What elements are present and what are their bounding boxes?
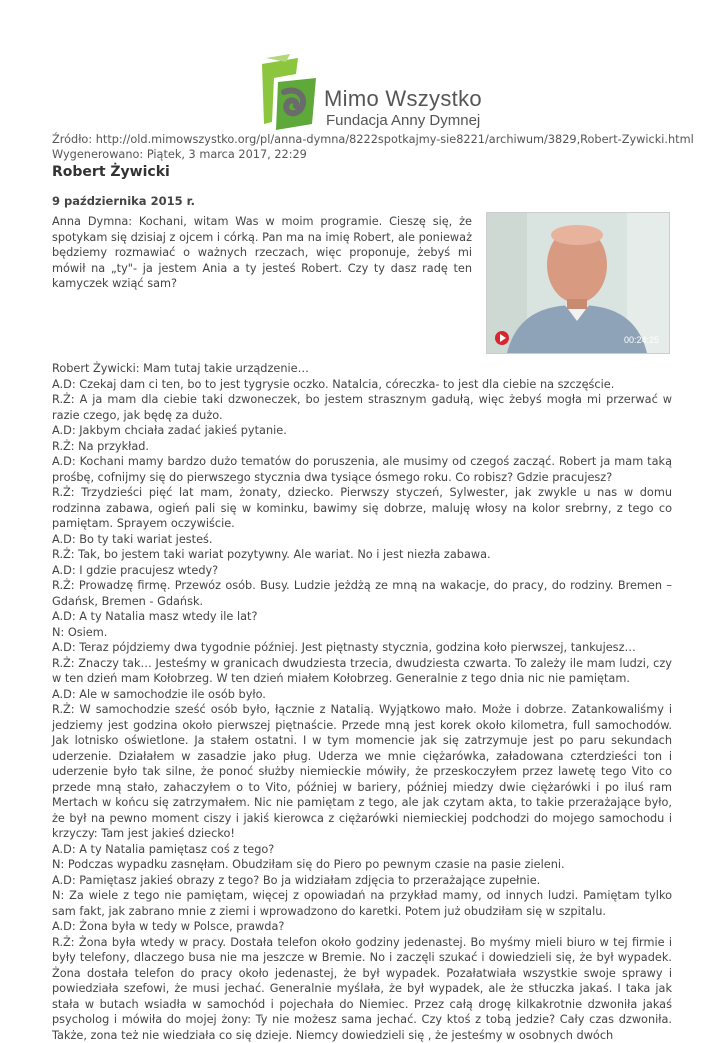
logo-subtitle: Fundacja Anny Dymnej — [326, 112, 480, 129]
foundation-logo — [256, 52, 476, 136]
paragraph: N: Osiem. — [52, 625, 672, 641]
paragraph: R.Ż: W samochodzie sześć osób było, łącznie z Natalią. Wyjątkowo mało. Może i dobrze. Zatankowaliśmy i jedziemy jest godzina około pierwszej piętnaście. Przede mną jest korek około kilometra, full samochodów. Jak lotnisko oświetlone. Ja stałem ostatni. I w tym momencie jak się zatrzymuje jest po paru sekundach uderzenie. Działałem w zasadzie jako pług. Uderza we mnie ciężarówka, załadowana czterdzieści ton i uderzenie było tak silne, że ponoć służby niemieckie mówiły, że przeskoczyłem przez lawetę tego Vito co przede mną stało, zahaczyłem o to Vito, później w bariery, później miedzy dwie ciężarówki i po iluś ram Mertach w końcu się zatrzymałem. Nic nie pamiętam z tego, ale jak czytam akta, to takie przerażające było, że był na pewno moment ciszy i jakiś kierowca z ciężarówki niemieckiej podchodzi do mojego samochodu i krzyczy: Tam jest jakieś dziecko! — [52, 702, 672, 842]
paragraph: A.D: Kochani mamy bardzo dużo tematów do poruszenia, ale musimy od czegoś zacząć. Robert ja mam taką prośbę, cofnijmy się do pierwszego stycznia dwa tysiące ósmego roku. Co robisz? Gdzie pracujesz? — [52, 454, 672, 485]
article-title: Robert Żywicki — [52, 164, 170, 180]
video-thumbnail[interactable] — [486, 212, 670, 354]
video-duration: 00:24:25 — [624, 335, 659, 345]
paragraph: A.D: A ty Natalia masz wtedy ile lat? — [52, 609, 672, 625]
paragraph: A.D: Ale w samochodzie ile osób było. — [52, 687, 672, 703]
logo-spiral-icon — [256, 52, 322, 136]
paragraph: A.D: I gdzie pracujesz wtedy? — [52, 563, 672, 579]
person-photo — [487, 213, 669, 353]
paragraph: R.Ż: A ja mam dla ciebie taki dzwoneczek, bo jestem strasznym gadułą, więc żebyś mogła mi przerwać w razie czego, jak będę za dużo. — [52, 392, 672, 423]
paragraph: A.D: Bo ty taki wariat jesteś. — [52, 532, 672, 548]
paragraph: R.Ż: Trzydzieści pięć lat mam, żonaty, dziecko. Pierwszy styczeń, Sylwester, jak zwykle u nas w domu rodzinna zabawa, ogień pali się w kominku, bawimy się dobrze, maluję włosy na kolor srebrny, z tego co pamiętam. Sprayem oczywiście. — [52, 485, 672, 532]
paragraph: A.D: Pamiętasz jakieś obrazy z tego? Bo ja widziałam zdjęcia to przerażające zupełnie. — [52, 873, 672, 889]
generated-date: Wygenerowano: Piątek, 3 marca 2017, 22:29 — [52, 147, 694, 162]
paragraph: A.D: Czekaj dam ci ten, bo to jest tygrysie oczko. Natalcia, córeczka- to jest dla ciebie na szczęście. — [52, 377, 672, 393]
play-icon[interactable] — [495, 331, 509, 345]
paragraph: R.Ż: Żona była wtedy w pracy. Dostała telefon około godziny jedenastej. Bo myśmy mieli biuro w tej firmie i były telefony, dlaczego busa nie ma jeszcze w Bremie. No i zaczęli szukać i dowiedzieli się, że był wypadek. Żona dostała telefon do pracy około jedenastej, że był wypadek. Pozałatwiała wszystkie swoje sprawy i powiedziała szefowi, że musi jechać. Generalnie myślała, że był wypadek, ale że stłuczka jakaś. I taka jak stała w butach wsiadła w samochód i pojechała do Niemiec. Przez całą drogę kilkakrotnie dzwoniła jakaś psycholog i mówiła do mojej żony: Ty nie możesz sama jechać. Czy ktoś z tobą jedzie? Cały czas dzwoniła. Także, zona też nie wiedziała co się dzieje. Niemcy dowiedzieli się , że jesteśmy w osobnych dwóch — [52, 935, 672, 1043]
paragraph: A.D: Teraz pójdziemy dwa tygodnie później. Jest piętnasty stycznia, godzina koło pierwszej, tankujesz… — [52, 640, 672, 656]
paragraph: A.D: A ty Natalia pamiętasz coś z tego? — [52, 842, 672, 858]
article-date: 9 października 2015 r. — [52, 194, 195, 208]
article-intro: Anna Dymna: Kochani, witam Was w moim programie. Cieszę się, że spotykam się dzisiaj z ojcem i córką. Pan ma na imię Robert, ale ponieważ będziemy rozmawiać o ważnych rzeczach, więc proponuje, żebyś mi mówił na „ty"- ja jestem Ania a ty jesteś Robert. Czy ty dasz radę ten kamyczek wziąć sam? — [52, 214, 472, 292]
logo-title: Mimo Wszystko — [324, 86, 482, 112]
paragraph: R.Ż: Znaczy tak… Jesteśmy w granicach dwudziesta trzecia, dwudziesta czwarta. To zależy ile mam ludzi, czy w ten dzień mam Kołobrzeg. W ten dzień miałem Kołobrzeg. Generalnie z tego dnia nic nie pamiętam. — [52, 656, 672, 687]
paragraph: A.D: Jakbym chciała zadać jakieś pytanie. — [52, 423, 672, 439]
source-url: Źródło: http://old.mimowszystko.org/pl/anna-dymna/8222spotkajmy-sie8221/archiwum/3829,Robert-Zywicki.html — [52, 132, 694, 147]
paragraph: N: Za wiele z tego nie pamiętam, więcej z opowiadań na przykład mamy, od innych ludzi. Pamiętam tylko sam fakt, jak zabrano mnie z ziemi i wprowadzono do karetki. Potem już obudziłam się w szpitalu. — [52, 888, 672, 919]
interview-body — [52, 361, 672, 1043]
paragraph: R.Ż: Prowadzę firmę. Przewóz osób. Busy. Ludzie jeżdżą ze mną na wakacje, do pracy, do rodziny. Bremen – Gdańsk, Bremen - Gdańsk. — [52, 578, 672, 609]
paragraph: R.Ż: Tak, bo jestem taki wariat pozytywny. Ale wariat. No i jest niezła zabawa. — [52, 547, 672, 563]
paragraph: R.Ż: Na przykład. — [52, 439, 672, 455]
paragraph: A.D: Żona była w tedy w Polsce, prawda? — [52, 919, 672, 935]
document-meta — [52, 132, 694, 162]
paragraph: Robert Żywicki: Mam tutaj takie urządzenie… — [52, 361, 672, 377]
paragraph: N: Podczas wypadku zasnęłam. Obudziłam się do Piero po pewnym czasie na pasie zieleni. — [52, 857, 672, 873]
